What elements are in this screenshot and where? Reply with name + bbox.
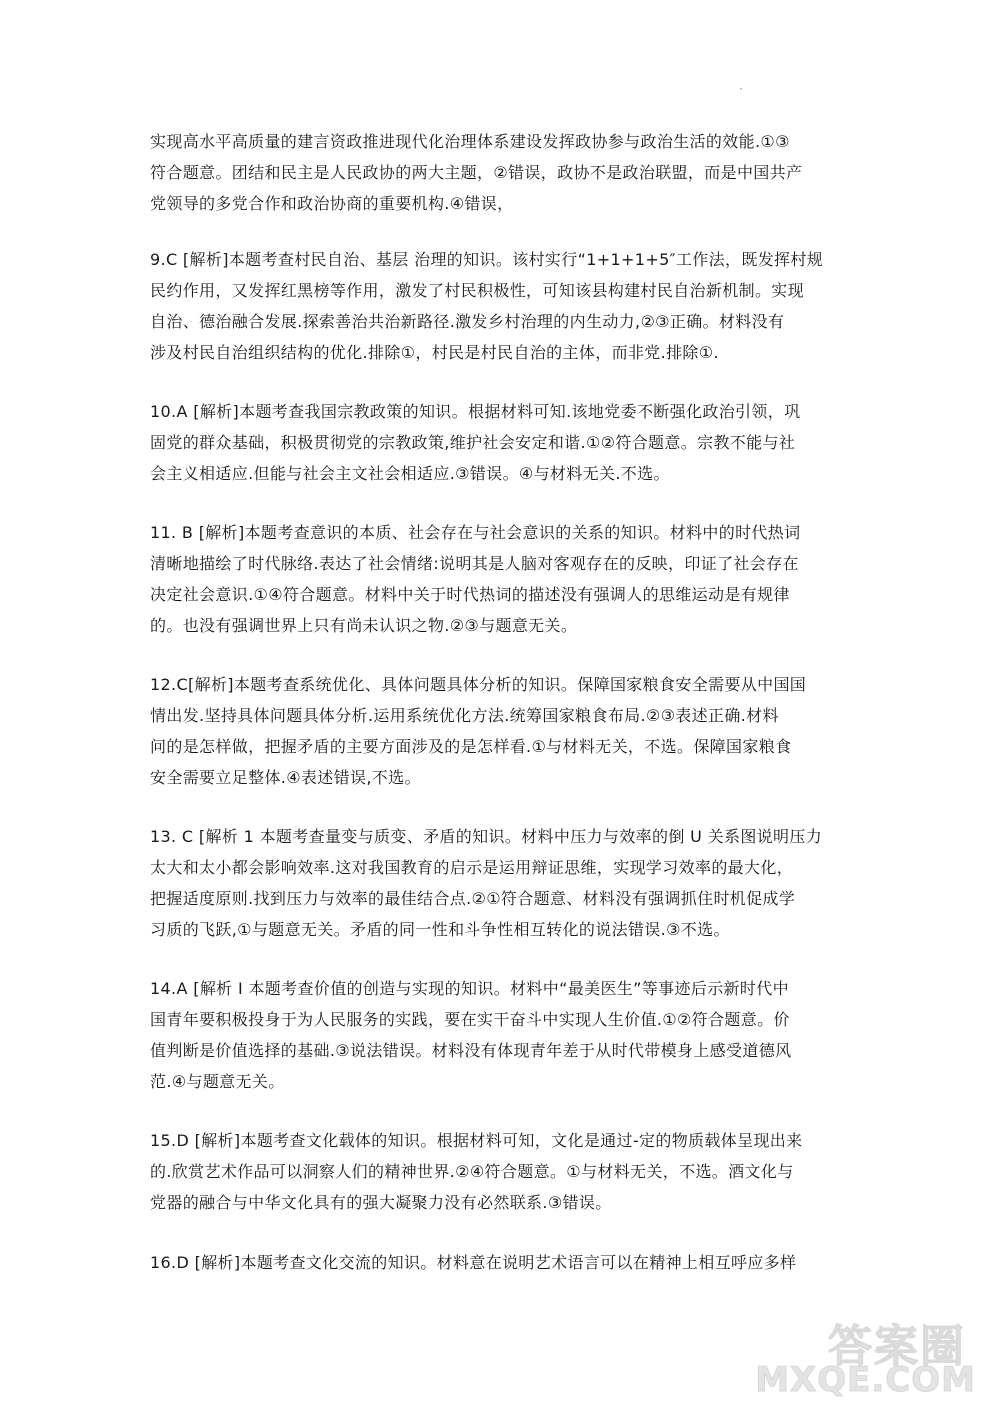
text-line: 决定社会意识.①④符合题意。材料中关于时代热词的描述没有强调人的思维运动是有规律 — [150, 585, 790, 604]
text-line: 涉及村民自治组织结构的优化.排除①，村民是村民自治的主体，而非党.排除①. — [150, 343, 719, 362]
watermark — [755, 1310, 976, 1400]
text-line: 的.欣赏艺术作品可以洞察人们的精神世界.②④符合题意。①与材料无关，不选。酒文化与 — [150, 1162, 794, 1181]
text-line: 16.D [解析]本题考查文化交流的知识。材料意在说明艺术语言可以在精神上相互呼应多样 — [150, 1253, 797, 1272]
watermark-logo-text: 答案圈 — [828, 1321, 966, 1372]
text-line: 民约作用，又发挥红黑榜等作用，激发了村民积极性，可知该县构建村民自治新机制。实现 — [150, 281, 805, 300]
text-line: 的。也没有强调世界上只有尚未认识之物.②③与题意无关。 — [150, 616, 578, 635]
text-line: 15.D [解析]本题考查文化载体的知识。根据材料可知，文化是通过-定的物质载体呈现出来 — [150, 1131, 803, 1150]
text-line: 10.A [解析]本题考查我国宗教政策的知识。根据材料可知.该地党委不断强化政治引领，巩 — [150, 402, 801, 421]
text-line: 值判断是价值选择的基础.③说法错误。材料没有体现青年差于从时代带模身上感受道德风 — [150, 1041, 792, 1060]
text-line: 符合题意。团结和民主是人民政协的两大主题，②错误，政协不是政治联盟，而是中国共产 — [150, 163, 803, 182]
text-line: 太大和太小都会影响效率.这对我国教育的启示是运用辩证思维，实现学习效率的最大化， — [150, 858, 794, 877]
scan-speck — [740, 88, 742, 90]
text-line: 把握适度原则.找到压力与效率的最佳结合点.②①符合题意、材料没有强调抓住时机促成学 — [150, 889, 796, 908]
text-line: 党领导的多党合作和政治协商的重要机构.④错误， — [150, 194, 514, 213]
text-line: 国青年要积极投身于为人民服务的实践，要在实干奋斗中实现人生价值.①②符合题意。价 — [150, 1010, 790, 1029]
text-line: 11. B [解析]本题考查意识的本质、社会存在与社会意识的关系的知识。材料中的时代热词 — [150, 523, 801, 542]
text-line: 安全需要立足整体.④表述错误,不选。 — [150, 768, 421, 787]
text-line: 范.④与题意无关。 — [150, 1072, 285, 1091]
text-line: 固党的群众基础，积极贯彻党的宗教政策,维护社会安定和谐.①②符合题意。宗教不能与社 — [150, 433, 796, 452]
text-line: 实现高水平高质量的建言资政推进现代化治理体系建设发挥政协参与政治生活的效能.①③ — [150, 132, 790, 151]
text-line: 问的是怎样做，把握矛盾的主要方面涉及的是怎样看.①与材料无关，不选。保障国家粮食 — [150, 737, 792, 756]
text-line: 9.C [解析]本题考查村民自治、基层 治理的知识。该村实行“1+1+1+5″工作法，既发挥村规 — [150, 250, 824, 269]
text-line: 会主义相适应.但能与社会主文社会相适应.③错误。④与材料无关.不选。 — [150, 464, 670, 483]
text-line: 12.C[解析]本题考查系统优化、具体问题具体分析的知识。保障国家粮食安全需要从中国国 — [150, 675, 807, 694]
text-line: 自治、德治融合发展.探索善治共治新路径.激发乡村治理的内生动力,②③正确。材料没有 — [150, 312, 785, 331]
text-line: 习质的飞跃,①与题意无关。矛盾的同一性和斗争性相互转化的说法错误.③不选。 — [150, 920, 730, 939]
text-line: 14.A [解析 I 本题考查价值的创造与实现的知识。材料中“最美医生”等事迹后示新时代中 — [150, 979, 789, 998]
text-line: 13. C [解析 1 本题考查量变与质变、矛盾的知识。材料中压力与效率的倒 U 关系图说明压力 — [150, 827, 823, 846]
text-line: 情出发.坚持具体问题具体分析.运用系统优化方法.统筹国家粮食布局.②③表述正确.材料 — [150, 706, 779, 725]
text-line: 党器的融合与中华文化具有的强大凝聚力没有必然联系.③错误。 — [150, 1193, 612, 1212]
watermark-url: MXQE.COM — [755, 1360, 976, 1400]
text-line: 清晰地描绘了时代脉络.表达了社会情绪:说明其是人脑对客观存在的反映，印证了社会存在 — [150, 554, 799, 573]
